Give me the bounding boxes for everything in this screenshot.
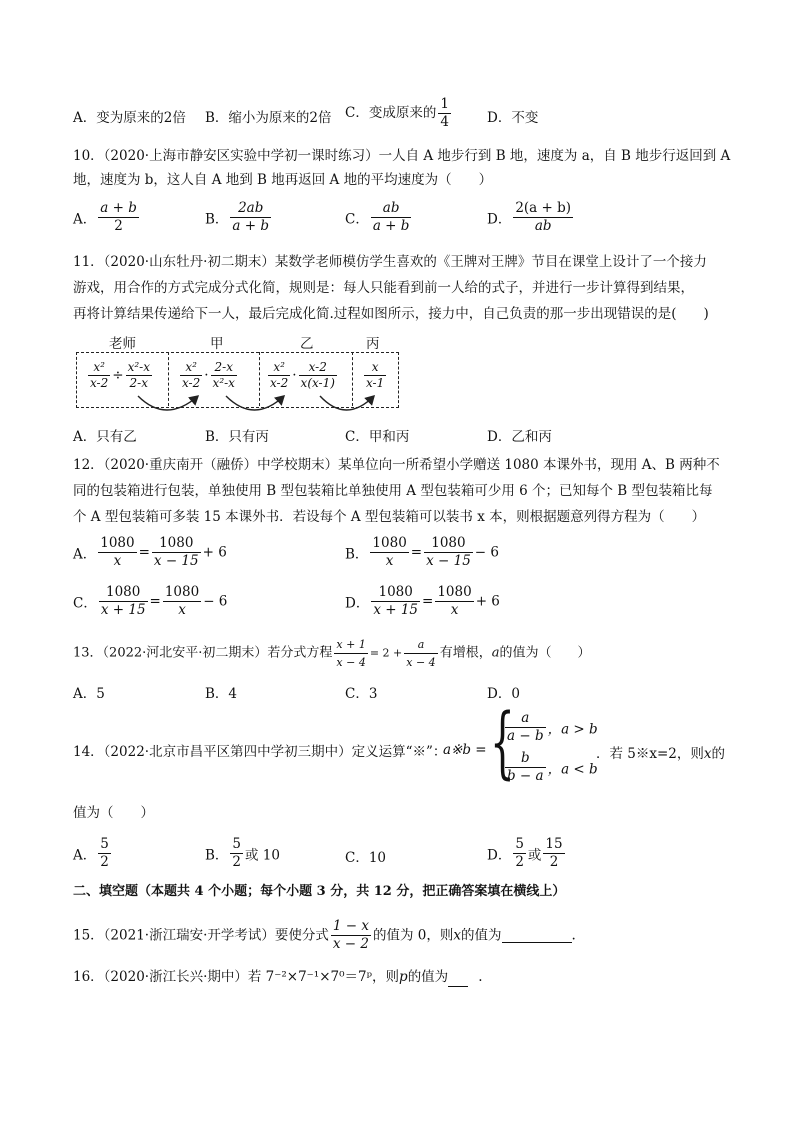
q11-option-c: C．甲和丙 (345, 429, 410, 445)
relay-box-yi: $\frac{\text{x²}}{x-2}$ · $\frac{x-2}{x(x-1)}$ (270, 360, 335, 390)
relay-arrow-3 (320, 396, 374, 410)
q10-option-a: A． $\frac{a + b}{2}$ (73, 200, 137, 234)
relay-box-bing: $\frac{x}{x-1}$ (366, 360, 385, 390)
q11-option-a: A．只有乙 (73, 429, 137, 445)
relay-box-teacher: $\frac{\text{x²}}{x-2}$ ÷ $\frac{\text{x²-x}}{2-x}$ (90, 360, 150, 390)
q14-option-b: B． $\frac{5}{2}$ 或 10 (205, 836, 280, 870)
q14-stem-suffix: ．若 5※x=2，则x的 (596, 746, 726, 762)
q14-stem-prefix: 14．（2022·北京市昌平区第四中学初三期中）定义运算“※”： (73, 744, 447, 760)
q14-case-1: $\frac{a}{a - b}$ ，a > b (507, 710, 598, 744)
q10-line1: 10．（2020·上海市静安区实验中学初一课时练习）一人自 A 地步行到 B 地，速度为 a，自 B 地步行返回到 A (73, 148, 731, 164)
q12-line1: 12．（2020·重庆南开（融侨）中学校期末）某单位向一所希望小学赠送 1080 本课外书，现用 A、B 两种不 (73, 457, 720, 473)
relay-arrow-1 (138, 396, 198, 410)
q11-line3: 再将计算结果传递给下一人，最后完成化简.过程如图所示，接力中，自己负责的那一步出现错误的是( ) (73, 306, 709, 322)
q10-line2: 地，速度为 b，这人自 A 地到 B 地再返回 A 地的平均速度为（ ） (73, 172, 493, 188)
relay-label-bing: 丙 (366, 336, 380, 352)
q12-line3: 个 A 型包装箱可多装 15 本课外书．若设每个 A 型包装箱可以装书 x 本，则根据题意列得方程为（ ） (73, 509, 706, 525)
section-2-heading: 二、填空题（本题共 4 个小题；每个小题 3 分，共 12 分，把正确答案填在横线上） (73, 884, 566, 899)
q14-case-2: $\frac{b}{b - a}$ ，a < b (507, 750, 598, 784)
q12-line2: 同的包装箱进行包装，单独使用 B 型包装箱比单独使用 A 型包装箱可少用 6 个；已知每个 B 型包装箱比每 (73, 483, 713, 499)
q14-op: a※b = (443, 742, 487, 758)
q14-option-c: C．10 (345, 850, 387, 866)
q13-stem: 13．（2022·河北安平·初二期末）若分式方程 $\frac{x + 1}{x - 4}$ = 2 + $\frac{a}{x - 4}$ 有增根，a的值为（ ） (73, 638, 591, 669)
relay-label-jia: 甲 (210, 336, 224, 352)
q14-line2: 值为（ ） (73, 805, 154, 821)
q9-option-a: A．变为原来的2倍 (73, 110, 186, 126)
q10-option-d: D． $\frac{2(a + b)}{ab}$ (487, 200, 572, 234)
q13-option-a: A．5 (73, 686, 105, 702)
q15-answer-blank[interactable] (502, 928, 572, 943)
q11-option-d: D．乙和丙 (487, 429, 552, 445)
q11-option-b: B．只有丙 (205, 429, 269, 445)
q12-option-b: B． $\frac{1080}{x}$ = $\frac{1080}{x - 15}$ − 6 (345, 535, 499, 569)
q14-option-a: A． $\frac{5}{2}$ (73, 836, 109, 870)
relay-label-teacher: 老师 (109, 336, 136, 352)
relay-box-jia: $\frac{\text{x²}}{x-2}$ · $\frac{2-x}{\text{x²-x}}$ (182, 360, 235, 390)
relay-arrow-2 (226, 396, 284, 410)
q12-option-c: C． $\frac{1080}{x + 15}$ = $\frac{1080}{x}$ − 6 (73, 584, 228, 618)
q14-option-d: D． $\frac{5}{2}$ 或 $\frac{15}{2}$ (487, 836, 563, 870)
q9-option-b: B．缩小为原来的2倍 (205, 110, 332, 126)
q13-option-d: D．0 (487, 686, 520, 702)
q16-answer-blank[interactable] (448, 972, 468, 987)
relay-label-yi: 乙 (300, 336, 314, 352)
q11-line1: 11．（2020·山东牡丹·初二期末）某数学老师模仿学生喜欢的《王牌对王牌》节目在课堂上设计了一个接力 (73, 254, 707, 270)
q13-option-b: B．4 (205, 686, 238, 702)
q12-option-a: A． $\frac{1080}{x}$ = $\frac{1080}{x - 15}$ + 6 (73, 535, 227, 569)
q12-option-d: D． $\frac{1080}{x + 15}$ = $\frac{1080}{x}$ + 6 (345, 584, 500, 618)
q16-stem: 16．（2020·浙江长兴·期中）若 7⁻²×7⁻¹×7⁰＝7ᵖ，则p的值为 . (73, 969, 483, 985)
q10-option-b: B． $\frac{2ab}{a + b}$ (205, 200, 270, 234)
q9-option-d: D．不变 (487, 110, 539, 126)
q9-option-c: C．变成原来的 $\frac{1}{4}$ (345, 96, 449, 130)
q14-brace: { (490, 698, 515, 788)
q13-option-c: C．3 (345, 686, 378, 702)
q10-option-c: C． $\frac{ab}{a + b}$ (345, 200, 410, 234)
q11-line2: 游戏，用合作的方式完成分式化简，规则是：每人只能看到前一人给的式子，并进行一步计算得到结果， (73, 280, 694, 296)
q15-stem: 15．（2021·浙江瑞安·开学考试）要使分式 $\frac{1 - x}{x - 2}$ 的值为 0，则x的值为 . (73, 918, 576, 952)
relay-arrows (76, 390, 406, 418)
